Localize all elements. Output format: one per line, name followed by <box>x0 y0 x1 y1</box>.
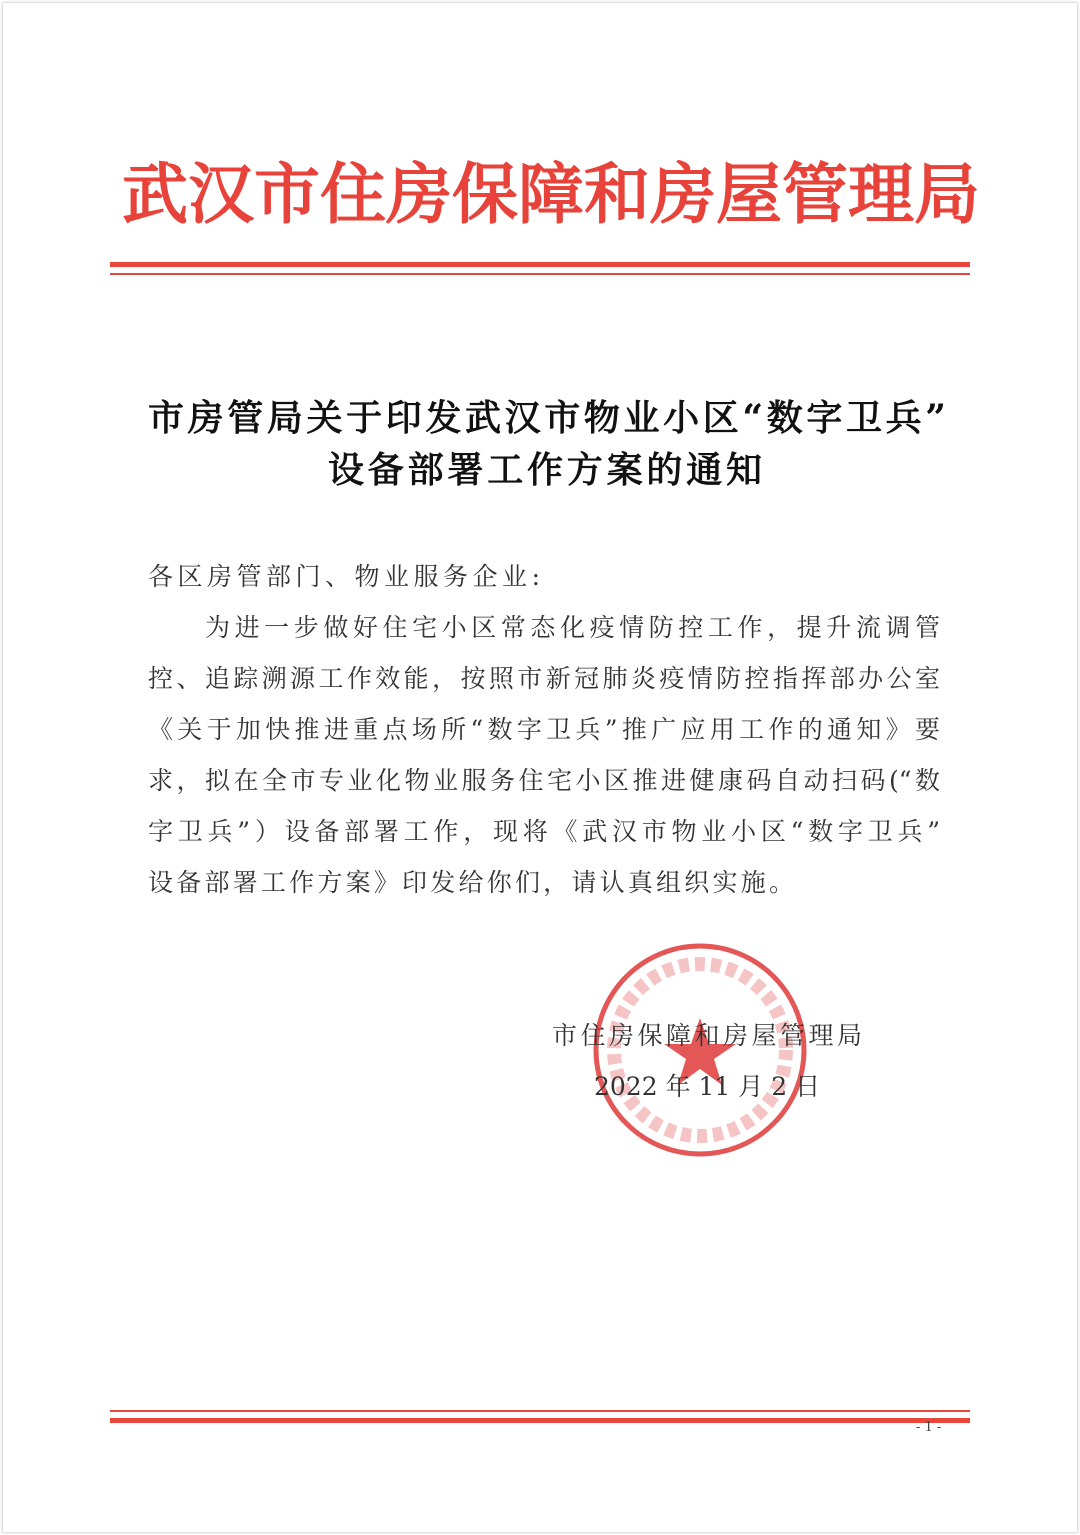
page-number: - 1 - <box>916 1420 942 1435</box>
document-title-line-2: 设备部署工作方案的通知 <box>328 449 762 491</box>
body-line: 求，拟在全市专业化物业服务住宅小区推进健康码自动扫码(“数 <box>148 766 940 795</box>
body-line: 设备部署工作方案》印发给你们，请认真组织实施。 <box>148 868 794 897</box>
body-line: 《关于加快推进重点场所“数字卫兵”推广应用工作的通知》要 <box>148 715 940 744</box>
body-line: 为进一步做好住宅小区常态化疫情防控工作，提升流调管 <box>205 613 940 642</box>
header-rule-thin <box>110 273 970 275</box>
signature: 市住房保障和房屋管理局 <box>552 1021 862 1050</box>
footer-rule-thick <box>110 1418 970 1423</box>
body-line: 控、追踪溯源工作效能，按照市新冠肺炎疫情防控指挥部办公室 <box>148 664 940 693</box>
issue-date: 2022 年 11 月 2 日 <box>594 1072 821 1101</box>
body-line: 字卫兵”）设备部署工作，现将《武汉市物业小区“数字卫兵” <box>148 817 940 846</box>
header-rule-thick <box>110 262 970 267</box>
footer-rule-thin <box>110 1410 970 1412</box>
document-title-line-1: 市房管局关于印发武汉市物业小区“数字卫兵” <box>148 397 946 439</box>
salutation: 各区房管部门、物业服务企业: <box>148 562 540 591</box>
issuer-header: 武汉市住房保障和房屋管理局 <box>122 156 980 233</box>
